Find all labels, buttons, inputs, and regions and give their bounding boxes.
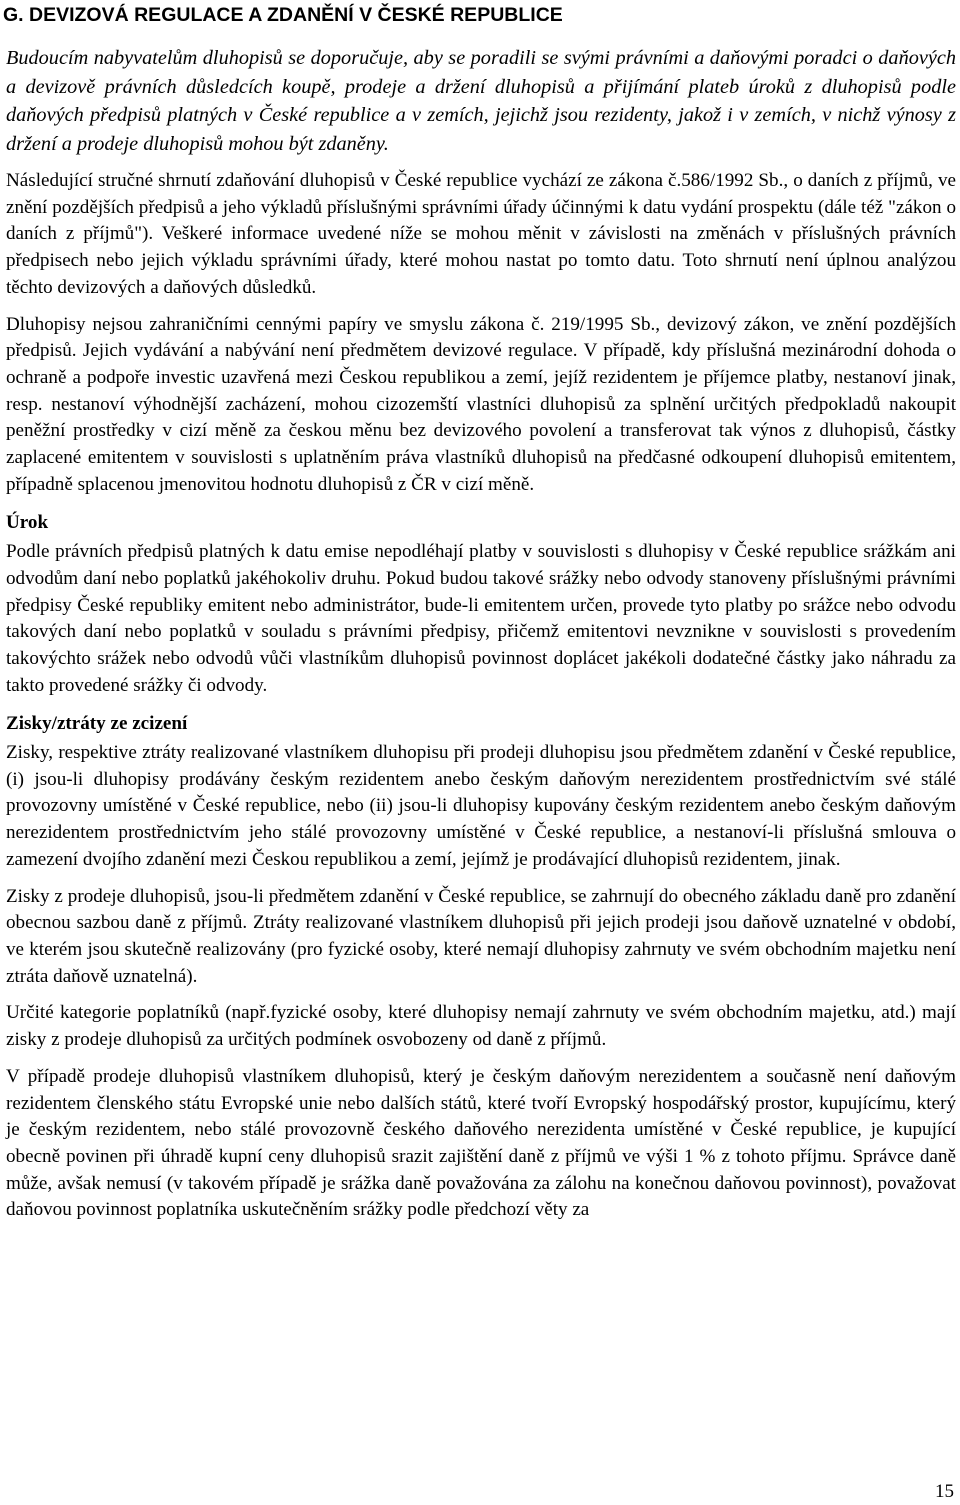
summary-paragraph: Následující stručné shrnutí zdaňování dluhopisů v České republice vychází ze zákona č.586/1992 Sb., o daních z příjmů, ve znění pozdějších předpisů a jeho výkladů příslušnými správními úřady účinnými k datu vydání prospektu (dále též "zákon o daních z příjmů"). Veškeré informace uvedené níže se mohou měnit v závislosti na změnách v příslušných právních předpisech nebo jejich výkladu správními úřady, které mohou nastat po tomto datu. Toto shrnutí není úplnou analýzou těchto devizových a daňových důsledků. [6,170,956,298]
currency-regulation-paragraph: Dluhopisy nejsou zahraničními cennými papíry ve smyslu zákona č. 219/1995 Sb., devizový zákon, ve znění pozdějších předpisů. Jejich vydávání a nabývání není předmětem devizové regulace. V případě, kdy příslušná mezinárodní dohoda o ochraně a podpoře investic uzavřená mezi Českou republikou a zemí, jejíž rezidentem je příjemce platby, nestanoví jinak, resp. nestanoví výhodnější zacházení, mohou cizozemští vlastníci dluhopisů za splnění určitých předpokladů nakoupit peněžní prostředky v cizí měně za českou měnu bez devizového povolení a transferovat tak výnos z dluhopisů, částky zaplacené emitentem v souvislosti s uplatněním práva vlastníků dluhopisů na předčasné odkoupení dluhopisů emitentem, případně splacenou jmenovitou hodnotu dluhopisů z ČR v cizí měně. [6,313,956,495]
gains-paragraph-2: Zisky z prodeje dluhopisů, jsou-li předmětem zdanění v České republice, se zahrnují do obecného základu daně pro zdanění obecnou sazbou daně z příjmů. Ztráty realizované vlastníkem dluhopisů při jejich prodeji jsou daňově uznatelné v období, ve kterém jsou skutečně realizovány (pro fyzické osoby, které nemají dluhopisy zahrnuty ve svém obchodním majetku není ztráta daňově uznatelná). [6,885,956,987]
interest-heading: Úrok [6,512,49,534]
gains-paragraph-4: V případě prodeje dluhopisů vlastníkem dluhopisů, který je českým daňovým nerezidentem a současně není daňovým rezidentem členského státu Evropské unie nebo dalších států, které tvoří Evropský hospodářský prostor, kupujícímu, který je českým rezidentem, nebo stálé provozovně českého daňového nerezidenta umístěné v České republice, je kupující obecně povinen při úhradě kupní ceny dluhopisů srazit zajištění daně z příjmů ve výši 1 % z tohoto příjmu. Správce daně může, avšak nemusí (v takovém případě je srážka daně považována za zálohu na konečnou daňovou povinnost), považovat daňovou povinnost poplatníka uskutečněním srážky podle předchozí věty za [6,1065,956,1221]
document-page [3,0,956,1224]
gains-paragraph-3: Určité kategorie poplatníků (např.fyzické osoby, které dluhopisy nemají zahrnuty ve svém obchodním majetku, atd.) mají zisky z prodeje dluhopisů za určitých podmínek osvobozeny od daně z příjmů. [6,1002,956,1051]
section-heading: G. DEVIZOVÁ REGULACE A ZDANĚNÍ V ČESKÉ REPUBLICE [3,4,563,26]
page-number: 15 [935,1481,954,1502]
interest-paragraph: Podle právních předpisů platných k datu emise nepodléhají platby v souvislosti s dluhopisy v České republice srážkám ani odvodům daní nebo poplatků jakéhokoliv druhu. Pokud budou takové srážky nebo odvody stanoveny příslušnými právními předpisy České republiky emitent nebo administrátor, bude-li emitentem určen, provede tyto platby po srážce nebo odvodu takových daní nebo poplatků v souladu s právními předpisy, přičemž emitentovi nevznikne v souvislosti s provedením takovýchto srážek nebo odvodů vůči vlastníkům dluhopisů povinnost doplácet jakékoli dodatečné částky jako náhradu za takto provedené srážky či odvody. [6,541,956,696]
intro-paragraph: Budoucím nabyvatelům dluhopisů se doporučuje, aby se poradili se svými právními a daňovými poradci o daňových a devizově právních důsledcích koupě, prodeje a držení dluhopisů a přijímání plateb úroků z dluhopisů podle daňových předpisů platných v České republice a v zemích, jejichž jsou rezidenty, jakož i v zemích, v nichž výnosy z držení a prodeje dluhopisů mohou být zdaněny. [6,47,956,155]
gains-losses-heading: Zisky/ztráty ze zcizení [6,713,188,735]
gains-paragraph-1: Zisky, respektive ztráty realizované vlastníkem dluhopisu při prodeji dluhopisu jsou předmětem zdanění v České republice, (i) jsou-li dluhopisy prodávány českým rezidentem anebo českým daňovým nerezidentem prostřednictvím své stálé provozovny umístěné v České republice, nebo (ii) jsou-li dluhopisy kupovány českým rezidentem anebo českým daňovým nerezidentem prostřednictvím jeho stálé provozovny umístěné v České republice, a nestanoví-li příslušná smlouva o zamezení dvojího zdanění mezi Českou republikou a zemí, jejímž je prodávající dluhopisů rezidentem, jinak. [6,742,956,870]
